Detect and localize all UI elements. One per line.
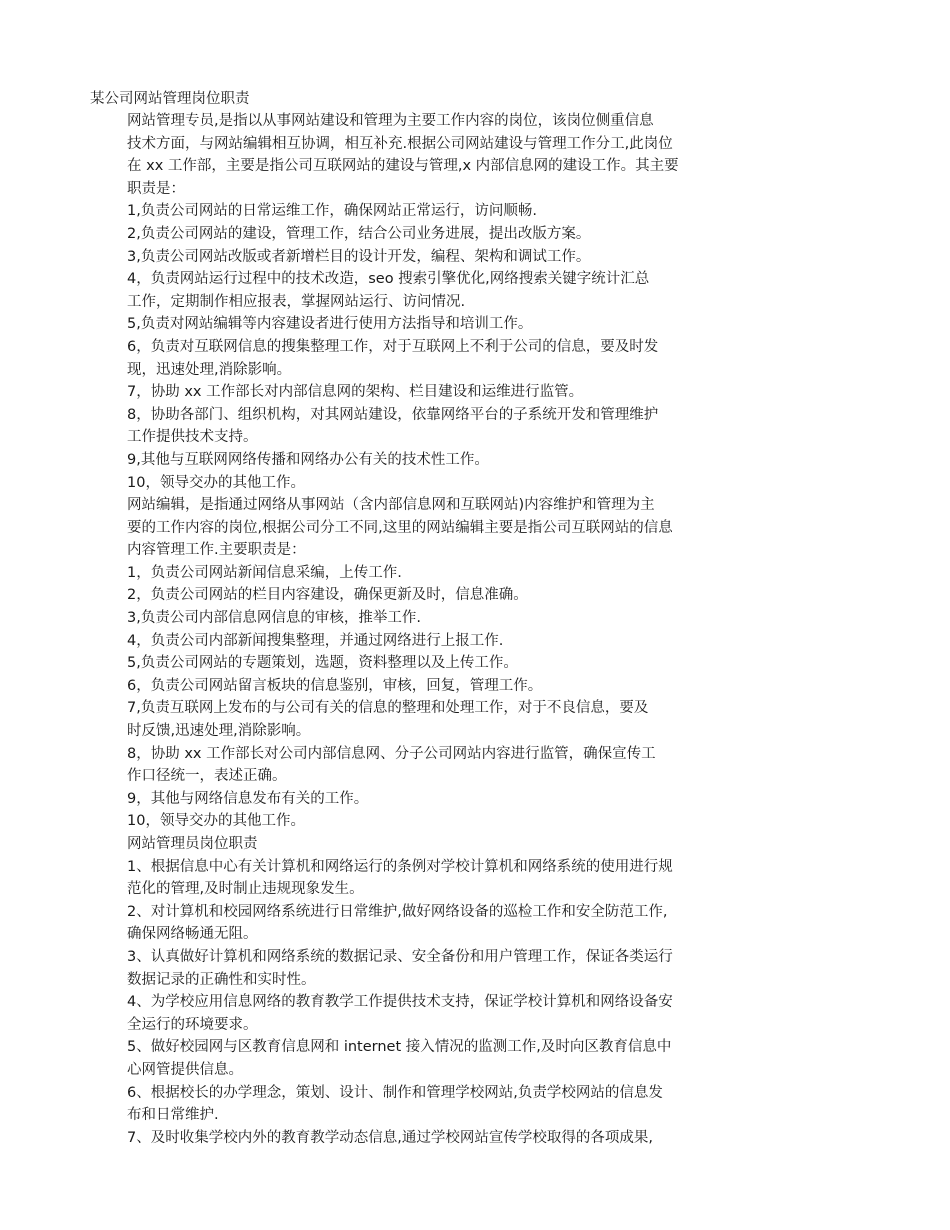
text-line: 6，负责对互联网信息的搜集整理工作，对于互联网上不利于公司的信息，要及时发 xyxy=(127,338,659,355)
text-line: 7,负责互联网上发布的与公司有关的信息的整理和处理工作，对于不良信息，要及 xyxy=(127,700,649,717)
text-line: 10，领导交办的其他工作。 xyxy=(127,474,305,491)
text-line: 要的工作内容的岗位,根据公司分工不同,这里的网站编辑主要是指公司互联网站的信息 xyxy=(127,519,673,536)
text-line: 8，协助 xx 工作部长对公司内部信息网、分子公司网站内容进行监管，确保宣传工 xyxy=(127,745,656,762)
text-line: 内容管理工作.主要职责是： xyxy=(127,542,306,559)
text-line: 7、及时收集学校内外的教育教学动态信息,通过学校网站宣传学校取得的各项成果, xyxy=(127,1129,653,1146)
text-line: 9，其他与网络信息发布有关的工作。 xyxy=(127,790,369,807)
document-body xyxy=(127,110,767,1149)
text-line: 现，迅速处理,消除影响。 xyxy=(127,361,292,378)
text-line: 1，负责公司网站新闻信息采编，上传工作. xyxy=(127,564,402,581)
text-line: 2,负责公司网站的建设，管理工作，结合公司业务进展，提出改版方案。 xyxy=(127,225,591,242)
text-line: 7，协助 xx 工作部长对内部信息网的架构、栏目建设和运维进行监管。 xyxy=(127,384,584,401)
text-line: 9,其他与互联网网络传播和网络办公有关的技术性工作。 xyxy=(127,451,489,468)
text-line: 6、根据校长的办学理念，策划、设计、制作和管理学校网站,负责学校网站的信息发 xyxy=(127,1084,663,1101)
text-line: 5,负责公司网站的专题策划，选题，资料整理以及上传工作。 xyxy=(127,655,518,672)
text-line: 10，领导交办的其他工作。 xyxy=(127,813,305,830)
text-line: 3、认真做好计算机和网络系统的数据记录、安全备份和用户管理工作，保证各类运行 xyxy=(127,948,673,965)
text-line: 3,负责公司网站改版或者新增栏目的设计开发，编程、架构和调试工作。 xyxy=(127,248,591,265)
text-line: 4、为学校应用信息网络的教育教学工作提供技术支持，保证学校计算机和网络设备安 xyxy=(127,994,673,1011)
text-line: 1、根据信息中心有关计算机和网络运行的条例对学校计算机和网络系统的使用进行规 xyxy=(127,858,673,875)
text-line: 在 xx 工作部，主要是指公司互联网站的建设与管理,x 内部信息网的建设工作。其主要 xyxy=(127,158,679,175)
text-line: 范化的管理,及时制止违规现象发生。 xyxy=(127,881,364,898)
text-line: 2，负责公司网站的栏目内容建设，确保更新及时，信息准确。 xyxy=(127,587,528,604)
text-line: 作口径统一，表述正确。 xyxy=(127,768,287,785)
text-line: 时反馈,迅速处理,消除影响。 xyxy=(127,723,311,740)
text-line: 4，负责公司内部新闻搜集整理，并通过网络进行上报工作. xyxy=(127,632,504,649)
text-line: 5,负责对网站编辑等内容建设者进行使用方法指导和培训工作。 xyxy=(127,316,533,333)
document-title: 某公司网站管理岗位职责 xyxy=(90,91,250,107)
text-line: 工作，定期制作相应报表，掌握网站运行、访问情况. xyxy=(127,293,466,310)
text-line: 网站编辑，是指通过网络从事网站（含内部信息网和互联网站)内容维护和管理为主 xyxy=(127,497,655,514)
text-line: 网站管理专员,是指以从事网站建设和管理为主要工作内容的岗位，该岗位侧重信息 xyxy=(127,113,654,129)
text-line: 布和日常维护. xyxy=(127,1107,219,1124)
text-line: 全运行的环境要求。 xyxy=(127,1016,258,1033)
text-line: 1,负责公司网站的日常运维工作，确保网站正常运行，访问顺畅. xyxy=(127,203,537,220)
text-line: 4，负责网站运行过程中的技术改造，seo 搜索引擎优化,网络搜索关键字统计汇总 xyxy=(127,271,650,288)
text-line: 5、做好校园网与区教育信息网和 internet 接入情况的监测工作,及时向区教育信息中 xyxy=(127,1039,672,1056)
text-line: 确保网络畅通无阻。 xyxy=(127,926,258,943)
text-line: 6，负责公司网站留言板块的信息鉴别，审核，回复，管理工作。 xyxy=(127,677,543,694)
text-line: 3,负责公司内部信息网信息的审核，推举工作. xyxy=(127,610,421,627)
text-line: 数据记录的正确性和实时性。 xyxy=(127,971,316,988)
text-line: 职责是： xyxy=(127,180,185,197)
text-line: 8，协助各部门、组织机构，对其网站建设，依靠网络平台的子系统开发和管理维护 xyxy=(127,406,659,423)
text-line: 2、对计算机和校园网络系统进行日常维护,做好网络设备的巡检工作和安全防范工作, xyxy=(127,903,668,920)
text-line: 工作提供技术支持。 xyxy=(127,429,258,446)
text-line: 心网管提供信息。 xyxy=(127,1061,243,1078)
text-line: 技术方面，与网站编辑相互协调，相互补充.根据公司网站建设与管理工作分工,此岗位 xyxy=(127,135,673,152)
text-line: 网站管理员岗位职责 xyxy=(127,836,258,852)
